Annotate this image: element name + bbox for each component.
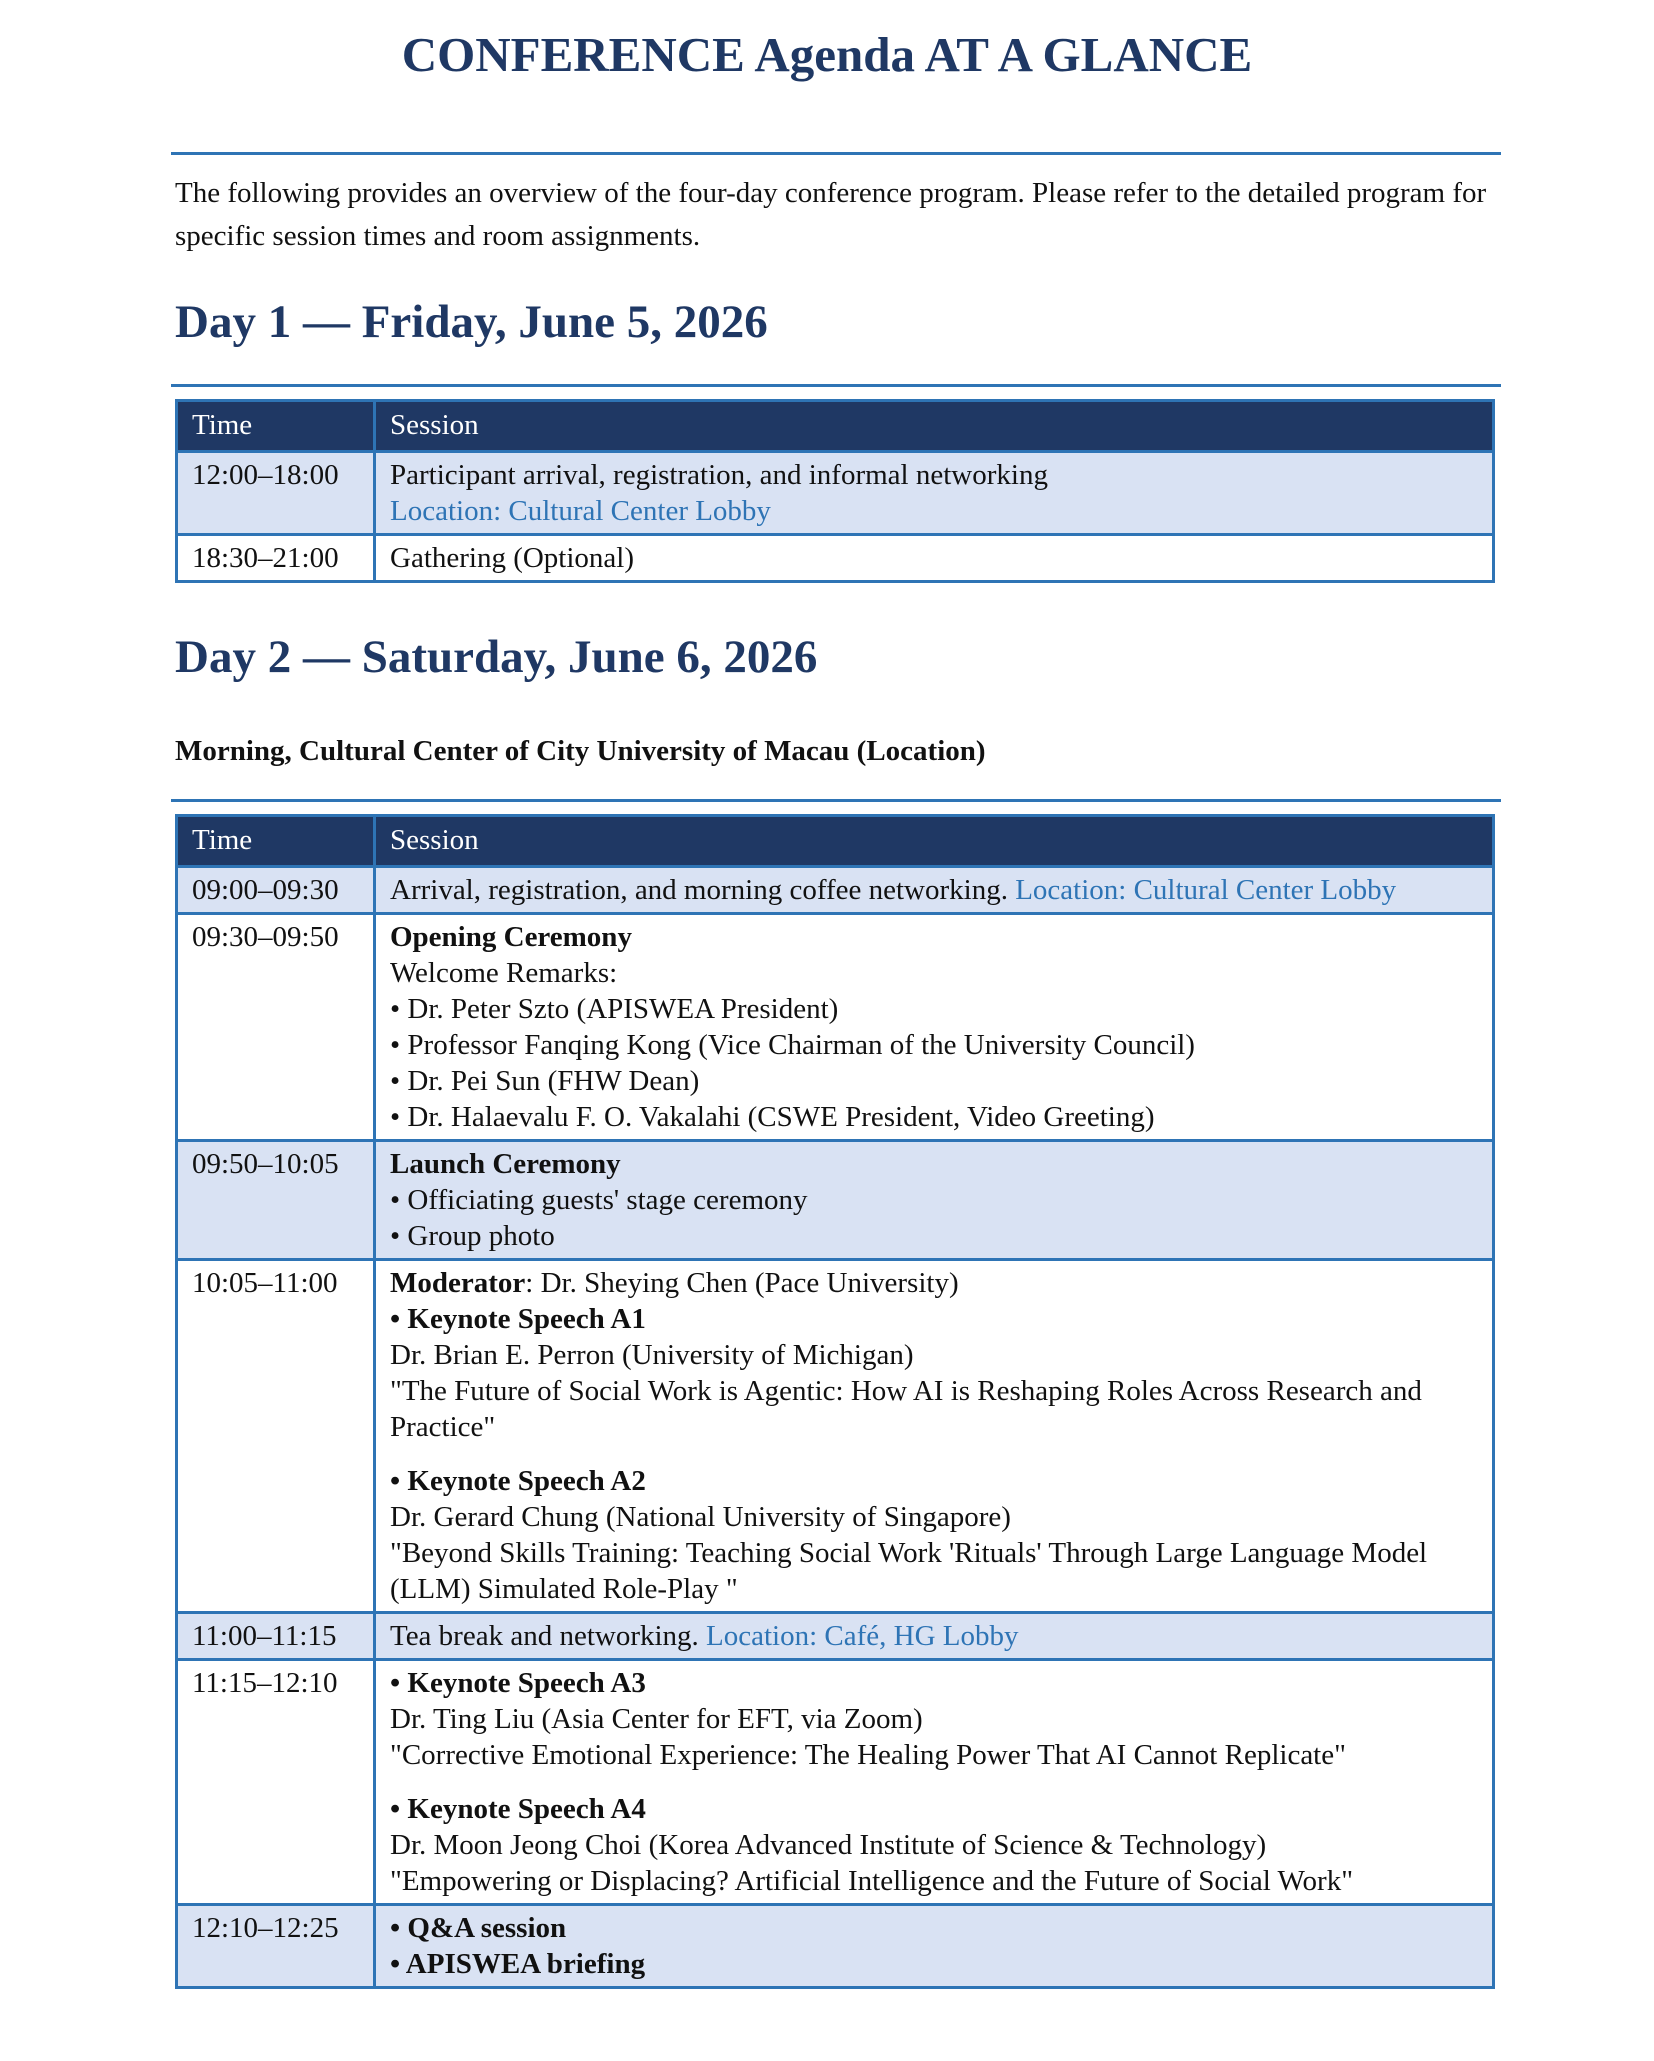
row-session <box>375 914 1494 1141</box>
session-text: Tea break and networking. <box>390 1620 699 1652</box>
session-text: Arrival, registration, and morning coffee networking. <box>390 874 1008 906</box>
keynote-speaker: Dr. Gerard Chung (National University of Singapore) <box>390 1501 1011 1533</box>
day2-heading: Day 2 — Saturday, June 6, 2026 <box>175 631 818 683</box>
row-time: 18:30–21:00 <box>177 535 375 582</box>
document-title: CONFERENCE Agenda AT A GLANCE <box>401 27 1253 82</box>
moderator-name: : Dr. Sheying Chen (Pace University) <box>525 1267 959 1299</box>
table-header-row <box>177 401 1494 452</box>
keynote-speaker: Dr. Moon Jeong Choi (Korea Advanced Institute of Science & Technology) <box>390 1829 1267 1861</box>
table-row <box>177 1141 1494 1260</box>
title-rule <box>171 152 1501 155</box>
row-time: 12:10–12:25 <box>177 1905 375 1988</box>
row-session <box>375 452 1494 535</box>
session-column-header: Session <box>375 401 1494 452</box>
list-item: • Q&A session <box>390 1912 567 1944</box>
time-column-header: Time <box>177 816 375 867</box>
session-text: Participant arrival, registration, and informal networking <box>390 459 1048 491</box>
table-row <box>177 1905 1494 1988</box>
row-session: Gathering (Optional) <box>375 535 1494 582</box>
session-title: Opening Ceremony <box>390 921 632 953</box>
day2-rule <box>171 799 1501 802</box>
row-time: 11:15–12:10 <box>177 1660 375 1905</box>
list-item: • Group photo <box>390 1220 555 1252</box>
list-item: • Dr. Peter Szto (APISWEA President) <box>390 993 839 1025</box>
list-item: • Officiating guests' stage ceremony <box>390 1184 808 1216</box>
list-item: • Professor Fanqing Kong (Vice Chairman of the University Council) <box>390 1029 1195 1061</box>
table-row <box>177 452 1494 535</box>
table-row <box>177 867 1494 914</box>
keynote-label: • Keynote Speech A3 <box>390 1667 646 1699</box>
table-row <box>177 914 1494 1141</box>
table-row <box>177 1260 1494 1613</box>
table-row <box>177 535 1494 582</box>
moderator-label: Moderator <box>390 1267 526 1299</box>
intro-paragraph: The following provides an overview of the four-day conference program. Please refer to the detailed program for specific session times and room assignments. <box>175 177 1487 252</box>
session-column-header: Session <box>375 816 1494 867</box>
row-time: 09:50–10:05 <box>177 1141 375 1260</box>
day1-table <box>175 399 1495 583</box>
spacer <box>390 1445 1478 1463</box>
time-column-header: Time <box>177 401 375 452</box>
keynote-label: • Keynote Speech A2 <box>390 1465 646 1497</box>
day2-table <box>175 814 1495 1989</box>
row-session <box>375 1260 1494 1613</box>
list-item: • Dr. Pei Sun (FHW Dean) <box>390 1065 700 1097</box>
keynote-talk-title: "Empowering or Displacing? Artificial Intelligence and the Future of Social Work" <box>390 1865 1354 1897</box>
day1-rule <box>171 384 1501 387</box>
row-time: 09:30–09:50 <box>177 914 375 1141</box>
session-location: Location: Cultural Center Lobby <box>1015 874 1397 906</box>
session-location: Location: Café, HG Lobby <box>706 1620 1019 1652</box>
table-header-row <box>177 816 1494 867</box>
session-location: Location: Cultural Center Lobby <box>390 495 771 527</box>
keynote-label: • Keynote Speech A1 <box>390 1303 646 1335</box>
row-session <box>375 1141 1494 1260</box>
keynote-speaker: Dr. Ting Liu (Asia Center for EFT, via Zoom) <box>390 1703 923 1735</box>
row-session <box>375 1660 1494 1905</box>
row-time: 12:00–18:00 <box>177 452 375 535</box>
keynote-talk-title: "Beyond Skills Training: Teaching Social Work 'Rituals' Through Large Language Model (LLM) Simulated Role-Play " <box>390 1537 1428 1605</box>
list-item: • APISWEA briefing <box>390 1948 646 1980</box>
spacer <box>390 1773 1478 1791</box>
keynote-speaker: Dr. Brian E. Perron (University of Michigan) <box>390 1339 914 1371</box>
row-session <box>375 867 1494 914</box>
table-row <box>177 1613 1494 1660</box>
row-time: 09:00–09:30 <box>177 867 375 914</box>
row-time: 10:05–11:00 <box>177 1260 375 1613</box>
session-title: Launch Ceremony <box>390 1148 621 1180</box>
day2-subheading: Morning, Cultural Center of City University of Macau (Location) <box>175 735 986 767</box>
keynote-label: • Keynote Speech A4 <box>390 1793 646 1825</box>
day1-heading: Day 1 — Friday, June 5, 2026 <box>175 296 768 348</box>
table-row <box>177 1660 1494 1905</box>
keynote-talk-title: "Corrective Emotional Experience: The Healing Power That AI Cannot Replicate" <box>390 1739 1346 1771</box>
keynote-talk-title: "The Future of Social Work is Agentic: How AI is Reshaping Roles Across Research and Practice" <box>390 1375 1422 1443</box>
row-session <box>375 1905 1494 1988</box>
row-time: 11:00–11:15 <box>177 1613 375 1660</box>
list-item: • Dr. Halaevalu F. O. Vakalahi (CSWE President, Video Greeting) <box>390 1101 1155 1133</box>
row-session <box>375 1613 1494 1660</box>
session-subtitle: Welcome Remarks: <box>390 957 618 989</box>
moderator-line <box>390 1265 1478 1301</box>
